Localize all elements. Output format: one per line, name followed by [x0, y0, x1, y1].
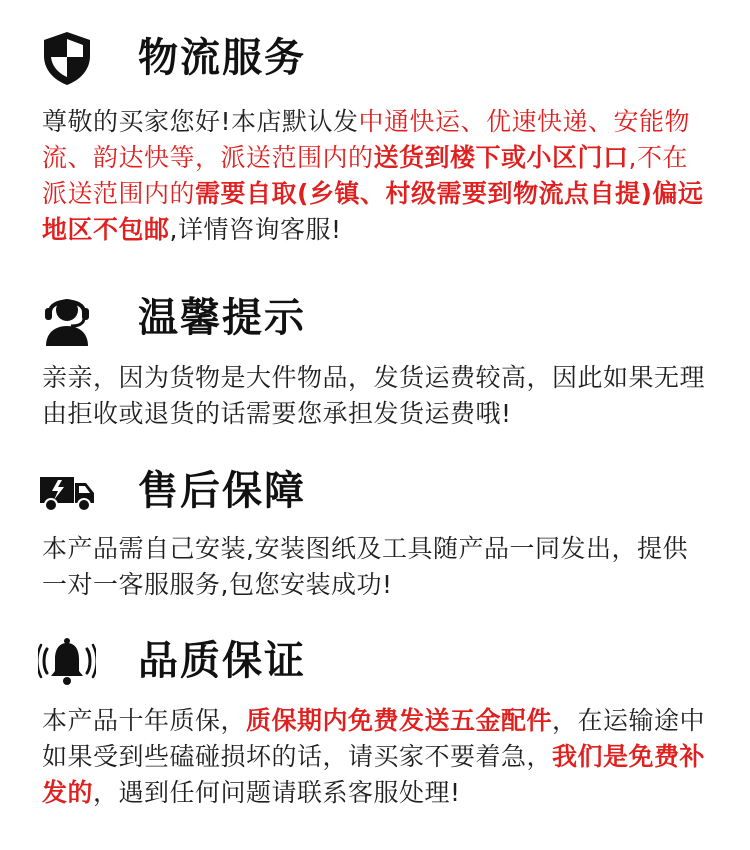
text-segment: ,详情咨询客服! [169, 215, 342, 244]
highlight-bold-segment: 我们是免费补发的 [42, 742, 706, 807]
shield-icon [38, 30, 96, 86]
tips-text: 亲亲，因为货物是大件物品，发货运费较高，因此如果无理由拒收或退货的话需要您承担发货运费哦! [42, 363, 706, 428]
section-title: 售后保障 [138, 468, 306, 514]
text-segment: 尊敬的买家您好!本店默认发 [42, 107, 359, 136]
quality-text [42, 703, 712, 811]
tips-header [0, 282, 750, 352]
text-segment: ，遇到任何问题请联系客服处理! [93, 778, 461, 807]
bell-icon [38, 633, 96, 689]
section-title: 温馨提示 [138, 295, 306, 341]
truck-icon [38, 463, 96, 519]
aftersales-header [0, 455, 750, 525]
text-segment: 本产品十年质保， [42, 706, 247, 735]
highlight-bold-segment: 需要自取(乡镇、村级需要到物流点自提)偏远地区不包邮 [42, 179, 704, 244]
highlight-segment: ,不在派送范围内的 [42, 143, 688, 208]
section-title: 物流服务 [138, 35, 306, 81]
logistics-header [0, 22, 750, 92]
logistics-section [0, 22, 750, 244]
headset-icon [38, 290, 96, 346]
tips-section [0, 282, 750, 428]
quality-header [0, 625, 750, 695]
logistics-text [42, 104, 712, 248]
highlight-segment: 中通快运、优速快递、安能物流、韵达快等，派送范围内的 [42, 107, 691, 172]
highlight-bold-segment: 送货到楼下或小区门口 [373, 143, 629, 172]
highlight-bold-segment: 质保期内免费发送五金配件 [246, 706, 553, 735]
aftersales-text: 本产品需自己安装,安装图纸及工具随产品一同发出，提供一对一客服服务,包您安装成功! [42, 534, 688, 599]
section-title: 品质保证 [138, 638, 306, 684]
text-segment: ，在运输途中如果受到些磕碰损坏的话，请买家不要着急， [42, 706, 706, 771]
quality-section [0, 625, 750, 807]
aftersales-section [0, 455, 750, 599]
